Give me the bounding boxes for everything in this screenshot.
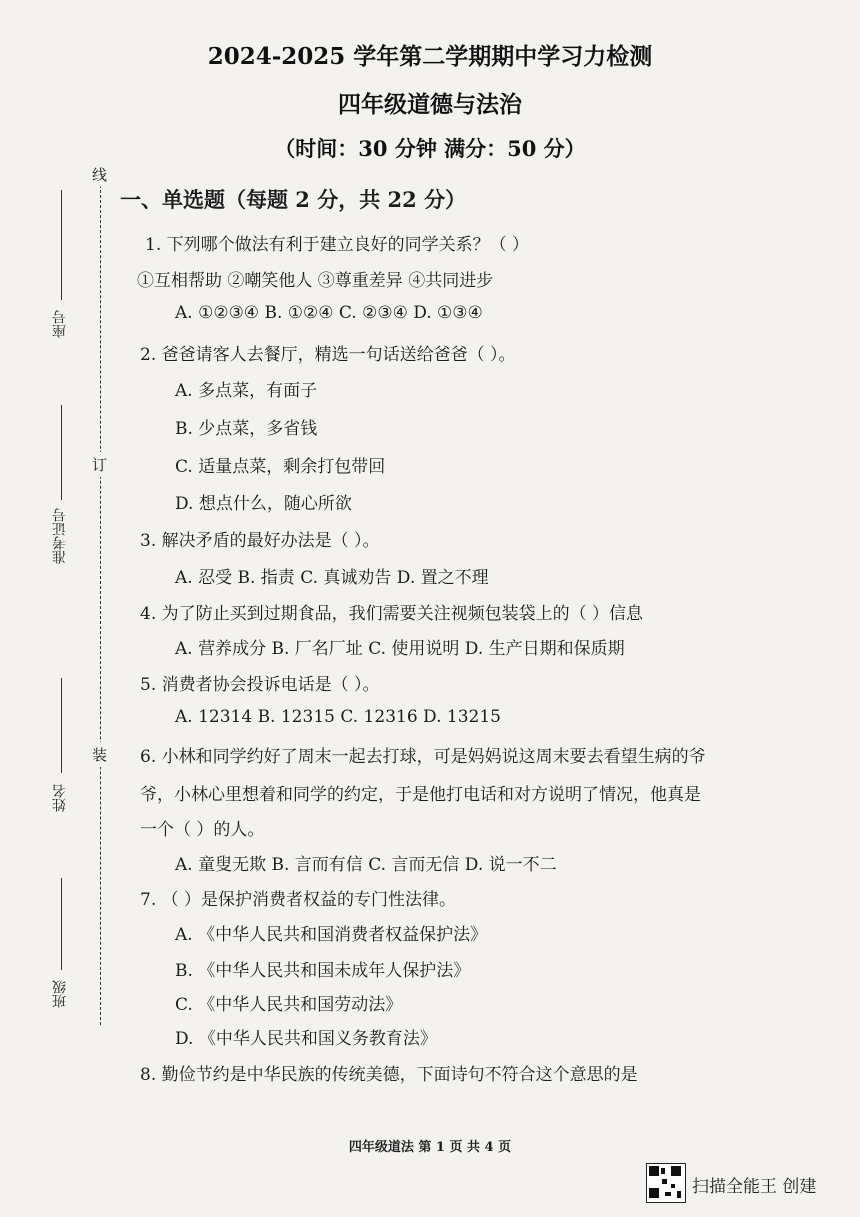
question-5: 5. 消费者协会投诉电话是（ ）。 — [140, 675, 380, 695]
question-7-option-d: D. 《中华人民共和国义务教育法》 — [175, 1029, 437, 1049]
seat-number-blank — [61, 190, 62, 300]
scanner-watermark: 扫描全能王 创建 — [692, 1177, 817, 1197]
question-2-option-c: C. 适量点菜，剩余打包带回 — [175, 457, 386, 477]
question-7: 7. （ ）是保护消费者权益的专门性法律。 — [140, 890, 457, 910]
name-blank — [61, 678, 62, 773]
qr-code-icon — [646, 1163, 686, 1203]
question-2-option-a: A. 多点菜，有面子 — [175, 381, 318, 401]
question-6-line-3: 一个（ ）的人。 — [140, 820, 265, 840]
question-4: 4. 为了防止买到过期食品，我们需要关注视频包装袋上的（ ）信息 — [140, 604, 644, 624]
question-2-option-b: B. 少点菜，多省钱 — [175, 419, 318, 439]
question-3: 3. 解决矛盾的最好办法是（ ）。 — [140, 531, 380, 551]
question-7-option-b: B. 《中华人民共和国未成年人保护法》 — [175, 961, 471, 981]
seat-number-label: 座号 — [52, 310, 68, 338]
section-title: 一、单选题（每题 2 分，共 22 分） — [120, 187, 467, 212]
question-4-options: A. 营养成分 B. 厂名厂址 C. 使用说明 D. 生产日期和保质期 — [175, 639, 625, 659]
exam-subject: 四年级道德与法治 — [338, 91, 522, 118]
question-8: 8. 勤俭节约是中华民族的传统美德，下面诗句不符合这个意思的是 — [140, 1065, 638, 1085]
binding-char-ding: 订 — [92, 452, 107, 477]
question-3-options: A. 忍受 B. 指责 C. 真诚劝告 D. 置之不理 — [175, 568, 489, 588]
binding-dashed-line — [100, 175, 101, 1025]
binding-char-zhuang: 装 — [92, 742, 107, 767]
class-blank — [61, 878, 62, 970]
exam-info: （时间：30 分钟 满分：50 分） — [274, 136, 586, 161]
name-label: 姓名 — [52, 784, 68, 812]
question-6-line-2: 爷，小林心里想着和同学的约定，于是他打电话和对方说明了情况，他真是 — [140, 785, 701, 805]
question-1-statements: ①互相帮助 ②嘲笑他人 ③尊重差异 ④共同进步 — [137, 271, 494, 291]
question-1-options: A. ①②③④ B. ①②④ C. ②③④ D. ①③④ — [175, 303, 483, 323]
question-2-option-d: D. 想点什么，随心所欲 — [175, 494, 352, 514]
question-6-options: A. 童叟无欺 B. 言而有信 C. 言而无信 D. 说一不二 — [175, 855, 557, 875]
question-5-options: A. 12314 B. 12315 C. 12316 D. 13215 — [175, 707, 501, 727]
binding-char-xian: 线 — [92, 162, 107, 187]
question-2: 2. 爸爸请客人去餐厅，精选一句话送给爸爸（ ）。 — [140, 345, 516, 365]
class-label: 班级 — [52, 980, 68, 1008]
question-6-line-1: 6. 小林和同学约好了周末一起去打球，可是妈妈说这周末要去看望生病的爷 — [140, 747, 706, 767]
exam-number-label: 准考证号 — [52, 508, 68, 564]
question-1: 1. 下列哪个做法有利于建立良好的同学关系？（ ） — [145, 235, 530, 255]
exam-title: 2024-2025 学年第二学期期中学习力检测 — [207, 43, 653, 70]
question-7-option-a: A. 《中华人民共和国消费者权益保护法》 — [175, 925, 488, 945]
question-7-option-c: C. 《中华人民共和国劳动法》 — [175, 995, 403, 1015]
page-footer: 四年级道法 第 1 页 共 4 页 — [348, 1140, 512, 1155]
exam-number-blank — [61, 405, 62, 500]
